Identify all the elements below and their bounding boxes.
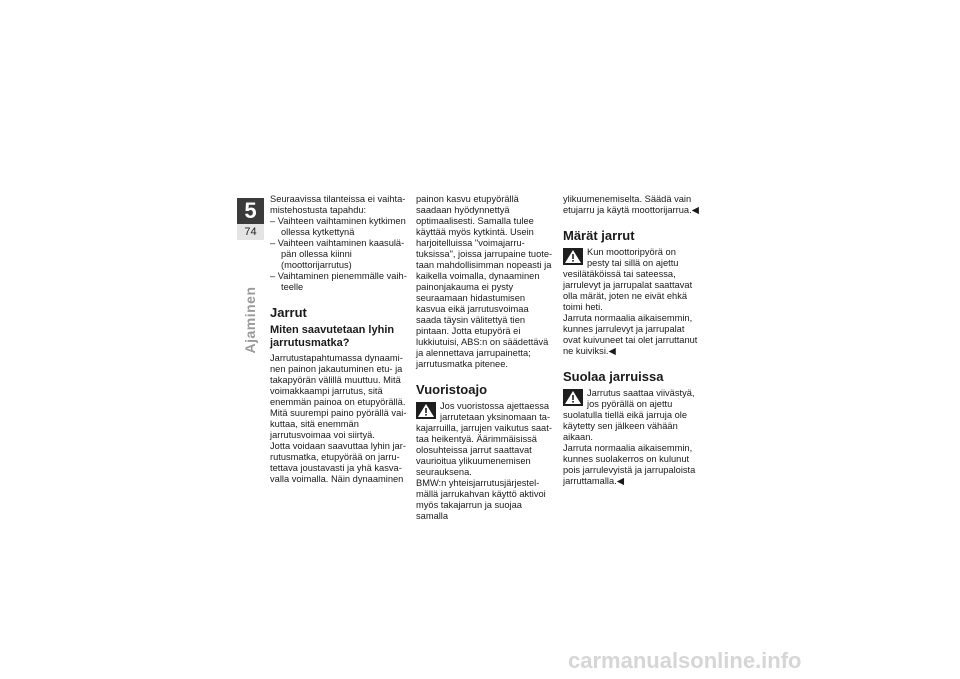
paragraph: ylikuumenemiselta. Säädä vain etujarru ja käytä moottorijarrua.◀	[563, 194, 699, 215]
warning-block	[563, 388, 700, 443]
warning-icon	[563, 389, 583, 406]
subheading-brake-distance: Miten saavutetaan lyhin jarrutusmatka?	[270, 324, 395, 349]
list-item: – Vaihteen vaihtaminen kaasuläpän ollessa kiinni (moottorijarrutus)	[270, 238, 405, 270]
list-item: – Vaihteen vaihtaminen kytkimen ollessa kytkettynä	[270, 216, 406, 237]
paragraph: painon kasvu etupyörällä saadaan hyödynnettyä optimaalisesti. Samalla tulee käyttää myös kytkintä. Usein harjoitelluissa "voimajarrutuksissa", joissa jarrupaine tuotetaan mahdollisimman nopeasti ja kaikella voimalla, dynaaminen painonjakauma ei pysty seuraamaan hidastumisen kasvua eikä jarrutusvoimaa saada täysin välitettyä tien pintaan. Jotta etupyörä ei lukkiutuisi, ABS:n on säädettävä ja alennettava jarrupainetta; jarrutusmatka pitenee.	[416, 194, 553, 369]
section-heading-salt-brakes: Suolaa jarruissa	[563, 369, 664, 384]
paragraph: Jarrutustapahtumassa dynaaminen painon jakautuminen etu- ja takapyörän välillä muuttuu. Mitä voimakkaampi jarrutus, sitä enemmän painoa on etupyörällä. Mitä suurempi paino pyörällä vaikuttaa, sitä enemmän jarrutusvoimaa voi siirtyä.	[270, 353, 407, 440]
section-heading-jarrut: Jarrut	[270, 305, 307, 320]
warning-icon	[416, 402, 436, 419]
section-label	[236, 265, 264, 375]
paragraph: BMW:n yhteisjarrutusjärjestelmällä jarrukahvan käyttö aktivoi myös takajarrun ja suojaa samalla	[416, 478, 546, 521]
warning-text: Jos vuoristossa ajettaessa jarrutetaan yksinomaan takajarruilla, jarrujen vaikutus saattaa heikentyä. Äärimmäisissä olosuhteissa jarrut saattavat vaurioitua ylikuumenemisen seurauksena.	[416, 401, 552, 477]
watermark: carmanualsonline.info	[568, 648, 802, 673]
column-1	[270, 194, 407, 485]
warning-icon	[563, 248, 583, 265]
intro-text: Seuraavissa tilanteissa ei vaihtamistehostusta tapahdu:	[270, 194, 406, 215]
warning-block	[416, 401, 553, 478]
warning-text: Kun moottoripyörä on pesty tai sillä on ajettu vesilätäköissä tai sateessa, jarrulevyt ja jarrupalat saattavat olla märät, joten ne eivät ehkä toimi heti.	[563, 247, 693, 312]
paragraph: Jotta voidaan saavuttaa lyhin jarrutusmatka, etupyörää on jarrutettava joustavasti ja yhä kasvavalla voimalla. Näin dynaaminen	[270, 441, 406, 484]
section-heading-vuoristoajo: Vuoristoajo	[416, 382, 488, 397]
section-label-text: Ajaminen	[242, 286, 258, 354]
page-number: 74	[237, 224, 264, 240]
column-3	[563, 194, 700, 487]
paragraph: Jarruta normaalia aikaisemmin, kunnes suolakerros on kulunut pois jarrulevyistä ja jarrupaloista jarruttamalla.◀	[563, 443, 696, 486]
warning-text: Jarrutus saattaa viivästyä, jos pyörällä on ajettu suolatulla tiellä eikä jarruja ole käytetty sen jälkeen vähään aikaan.	[563, 388, 695, 442]
column-2	[416, 194, 553, 522]
chapter-tab	[237, 198, 264, 240]
chapter-number: 5	[237, 198, 264, 224]
paragraph: Jarruta normaalia aikaisemmin, kunnes jarrulevyt ja jarrupalat ovat kuivuneet tai olet jarruttanut ne kuiviksi.◀	[563, 313, 698, 356]
warning-block	[563, 247, 700, 313]
list-item: – Vaihtaminen pienemmälle vaihteelle	[270, 271, 407, 292]
section-heading-wet-brakes: Märät jarrut	[563, 228, 635, 243]
